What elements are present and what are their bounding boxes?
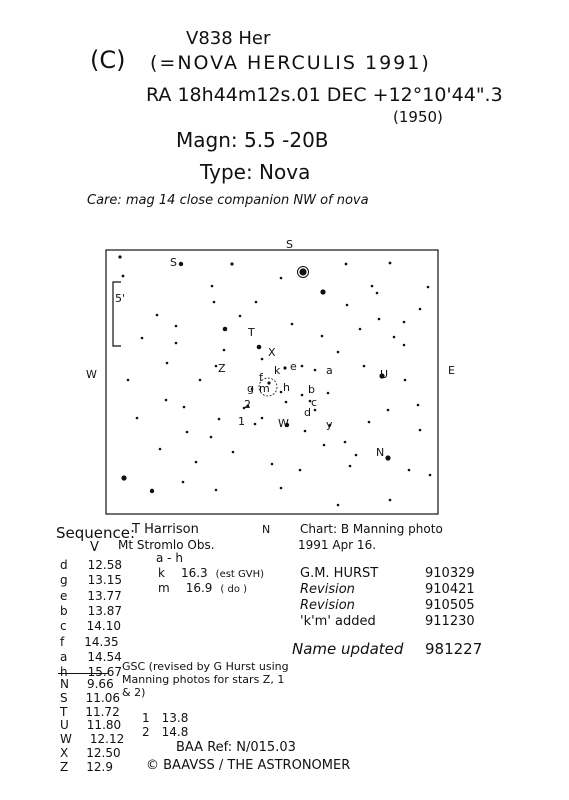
star-label-y: y xyxy=(326,418,333,431)
star-label-b: b xyxy=(308,383,315,396)
chart-star xyxy=(159,448,162,451)
chart-star xyxy=(378,318,381,321)
chart-star xyxy=(141,337,144,340)
history-label: Name updated xyxy=(292,640,404,658)
chart-star xyxy=(280,277,283,280)
row-star: S xyxy=(60,690,68,705)
sequence-row xyxy=(60,650,122,664)
chart-credit: Chart: B Manning photo xyxy=(300,522,443,536)
chart-star xyxy=(389,499,392,502)
chart-star xyxy=(215,489,218,492)
coordinates: RA 18h44m12s.01 DEC +12°10'44".3 xyxy=(146,84,503,106)
nova-name: (=NOVA HERCULIS 1991) xyxy=(150,52,431,74)
sequence-row xyxy=(60,604,122,618)
row-star: W xyxy=(60,732,72,747)
chart-star xyxy=(215,365,218,368)
chart-star xyxy=(136,417,139,420)
row-magnitude: 13.77 xyxy=(87,588,122,603)
chart-star xyxy=(291,323,294,326)
chart-star xyxy=(122,275,125,278)
row-star: m xyxy=(158,581,170,595)
row-note: ( do ) xyxy=(220,584,248,595)
sequence-col-v: V xyxy=(90,540,99,555)
chart-star xyxy=(166,362,169,365)
star-label-c: c xyxy=(311,396,318,409)
row-star: X xyxy=(60,746,69,760)
sequence-row xyxy=(60,558,122,572)
star-label-N: N xyxy=(376,446,385,459)
chart-star xyxy=(199,379,202,382)
history-date: 910421 xyxy=(425,582,475,597)
history-date: 911230 xyxy=(425,614,475,629)
chart-star xyxy=(127,379,130,382)
variable-type: Type: Nova xyxy=(200,160,311,184)
chart-star xyxy=(404,379,407,382)
chart-star xyxy=(239,315,242,318)
credit-line: © BAAVSS / THE ASTRONOMER xyxy=(146,758,351,773)
row-magnitude: 14.8 xyxy=(161,725,189,739)
star-label-a: a xyxy=(326,364,333,377)
chart-star xyxy=(261,417,264,420)
gsc-extra-row xyxy=(142,725,188,739)
row-star: U xyxy=(60,718,69,733)
chart-star xyxy=(156,314,159,317)
chart-star xyxy=(179,262,183,266)
star-label-m: m xyxy=(259,382,270,395)
chart-star xyxy=(337,351,340,354)
chart-star xyxy=(186,431,189,434)
chart-star xyxy=(218,418,221,421)
chart-star xyxy=(118,255,121,258)
chart-star xyxy=(371,285,374,288)
star-label-g: g xyxy=(247,382,254,395)
star-label-X: X xyxy=(268,346,276,359)
chart-star xyxy=(213,301,216,304)
chart-star xyxy=(363,365,366,368)
sequence-source: T Harrison xyxy=(132,522,199,537)
gsc-row xyxy=(60,677,114,691)
scale-label: 5' xyxy=(115,292,126,305)
copyright-mark: (C) xyxy=(90,46,126,74)
row-star: e xyxy=(60,588,68,603)
history-label: Revision xyxy=(300,598,355,613)
sequence-row xyxy=(60,573,122,587)
chart-star xyxy=(280,391,283,394)
chart-star xyxy=(254,423,257,426)
chart-star xyxy=(346,304,349,307)
history-label: G.M. HURST xyxy=(300,566,379,581)
row-magnitude: 12.9 xyxy=(86,759,113,774)
sequence-extra-row xyxy=(158,566,264,580)
gsc-row xyxy=(60,718,121,732)
gsc-row xyxy=(60,760,113,774)
chart-star xyxy=(121,475,126,480)
magnitude: Magn: 5.5 -20B xyxy=(176,128,329,152)
row-magnitude: 14.10 xyxy=(86,619,121,634)
row-star: d xyxy=(60,558,68,572)
star-label-U: U xyxy=(380,368,389,381)
chart-star xyxy=(183,406,186,409)
chart-star xyxy=(299,469,302,472)
chart-star xyxy=(314,409,317,412)
chart-star xyxy=(419,429,422,432)
sequence-row xyxy=(60,619,121,633)
row-star: Z xyxy=(60,759,69,774)
chart-star xyxy=(403,321,406,324)
row-star: c xyxy=(60,619,67,634)
row-note: (est GVH) xyxy=(215,569,265,580)
row-star: 1 xyxy=(142,711,150,725)
history-date: 910505 xyxy=(425,598,475,613)
row-magnitude: 16.9 xyxy=(185,581,213,595)
sequence-row xyxy=(60,635,119,649)
star-label-e: e xyxy=(290,360,297,373)
row-star: f xyxy=(60,634,65,649)
chart-star xyxy=(429,474,432,477)
sequence-col-range: a - h xyxy=(156,551,183,565)
chart-star xyxy=(337,504,340,507)
chart-star xyxy=(223,349,226,352)
row-magnitude: 11.06 xyxy=(85,690,120,705)
chart-star xyxy=(417,404,420,407)
row-star: h xyxy=(60,665,68,680)
chart-star xyxy=(427,286,430,289)
row-magnitude: 9.66 xyxy=(86,677,114,691)
row-magnitude: 12.12 xyxy=(89,732,125,747)
compass-east: E xyxy=(448,364,455,377)
chart-star xyxy=(376,292,379,295)
chart-star xyxy=(150,489,154,493)
chart-star xyxy=(344,441,347,444)
chart-star xyxy=(403,344,406,347)
gsc-row xyxy=(60,705,120,719)
chart-star xyxy=(211,285,214,288)
star-designation: V838 Her xyxy=(186,28,271,49)
gsc-extra-row xyxy=(142,711,188,725)
row-star: a xyxy=(60,649,68,664)
gsc-divider xyxy=(58,673,108,674)
sequence-row xyxy=(60,589,122,603)
row-magnitude: 16.3 xyxy=(180,566,208,580)
chart-star xyxy=(195,461,198,464)
star-label-Z: Z xyxy=(218,362,226,375)
baa-reference: BAA Ref: N/015.03 xyxy=(176,740,296,755)
chart-star xyxy=(223,327,228,332)
compass-south: S xyxy=(286,238,293,251)
chart-star xyxy=(321,335,324,338)
row-magnitude: 11.80 xyxy=(86,718,122,733)
row-magnitude: 12.50 xyxy=(86,746,121,760)
chart-date: 1991 Apr 16. xyxy=(298,538,377,552)
compass-west: W xyxy=(86,368,97,381)
sequence-source-observatory: Mt Stromlo Obs. xyxy=(118,538,215,552)
chart-star xyxy=(389,262,392,265)
chart-frame xyxy=(106,250,438,514)
chart-star xyxy=(175,342,178,345)
chart-star xyxy=(359,328,362,331)
chart-star xyxy=(327,392,330,395)
chart-star xyxy=(387,409,390,412)
row-star: b xyxy=(60,603,68,618)
row-magnitude: 13.15 xyxy=(87,573,122,588)
chart-star xyxy=(175,325,178,328)
star-label-T: T xyxy=(248,326,255,339)
star-label-f: f xyxy=(259,371,263,384)
history-date: 981227 xyxy=(425,640,483,658)
epoch: (1950) xyxy=(393,108,443,126)
chart-star xyxy=(408,469,411,472)
chart-star xyxy=(182,481,185,484)
compass-north: N xyxy=(262,523,271,536)
chart-star xyxy=(285,401,288,404)
row-magnitude: 14.35 xyxy=(84,634,119,649)
history-date: 910329 xyxy=(425,566,475,581)
chart-star xyxy=(271,463,274,466)
chart-star xyxy=(320,289,325,294)
chart-star xyxy=(230,262,233,265)
chart-star xyxy=(283,366,286,369)
chart-star xyxy=(355,454,358,457)
sequence-heading: Sequence: xyxy=(56,524,136,542)
star-label-k: k xyxy=(274,364,281,377)
sequence-extra-row xyxy=(158,581,247,595)
chart-star xyxy=(349,465,352,468)
star-label-2: 2 xyxy=(244,398,251,411)
history-label: Revision xyxy=(300,582,355,597)
chart-star xyxy=(393,336,396,339)
row-magnitude: 11.72 xyxy=(85,704,120,719)
chart-star xyxy=(257,345,262,350)
row-star: N xyxy=(60,677,69,691)
chart-star xyxy=(314,369,317,372)
row-star: 2 xyxy=(142,725,150,739)
row-star: T xyxy=(60,704,68,719)
star-label-h: h xyxy=(283,381,290,394)
row-magnitude: 14.54 xyxy=(87,649,122,664)
chart-star xyxy=(165,399,168,402)
row-magnitude: 13.87 xyxy=(87,603,122,618)
chart-star xyxy=(345,263,348,266)
chart-star xyxy=(301,365,304,368)
chart-star xyxy=(299,268,306,275)
chart-star xyxy=(323,444,326,447)
chart-star xyxy=(255,301,258,304)
chart-star xyxy=(304,430,307,433)
row-magnitude: 12.58 xyxy=(87,558,122,572)
chart-star xyxy=(368,421,371,424)
gsc-row xyxy=(60,691,120,705)
chart-star xyxy=(301,394,304,397)
chart-star xyxy=(385,455,390,460)
gsc-note: GSC (revised by G Hurst using Manning photos for stars Z, 1 & 2) xyxy=(122,660,289,699)
care-note: Care: mag 14 close companion NW of nova xyxy=(87,193,369,208)
chart-star xyxy=(232,451,235,454)
row-magnitude: 15.67 xyxy=(87,665,122,680)
row-star: k xyxy=(158,566,165,580)
star-labels xyxy=(170,256,388,459)
gsc-row xyxy=(60,732,124,746)
star-label-W: W xyxy=(278,417,289,430)
row-magnitude: 13.8 xyxy=(161,711,189,725)
chart-star xyxy=(419,308,422,311)
star-label-1: 1 xyxy=(238,415,245,428)
chart-star xyxy=(210,436,213,439)
row-star: g xyxy=(60,573,68,588)
chart-star xyxy=(261,358,264,361)
star-label-S: S xyxy=(170,256,177,269)
gsc-row xyxy=(60,746,121,760)
star-label-d: d xyxy=(304,406,311,419)
chart-star xyxy=(280,487,283,490)
history-label: 'k'm' added xyxy=(300,614,376,629)
